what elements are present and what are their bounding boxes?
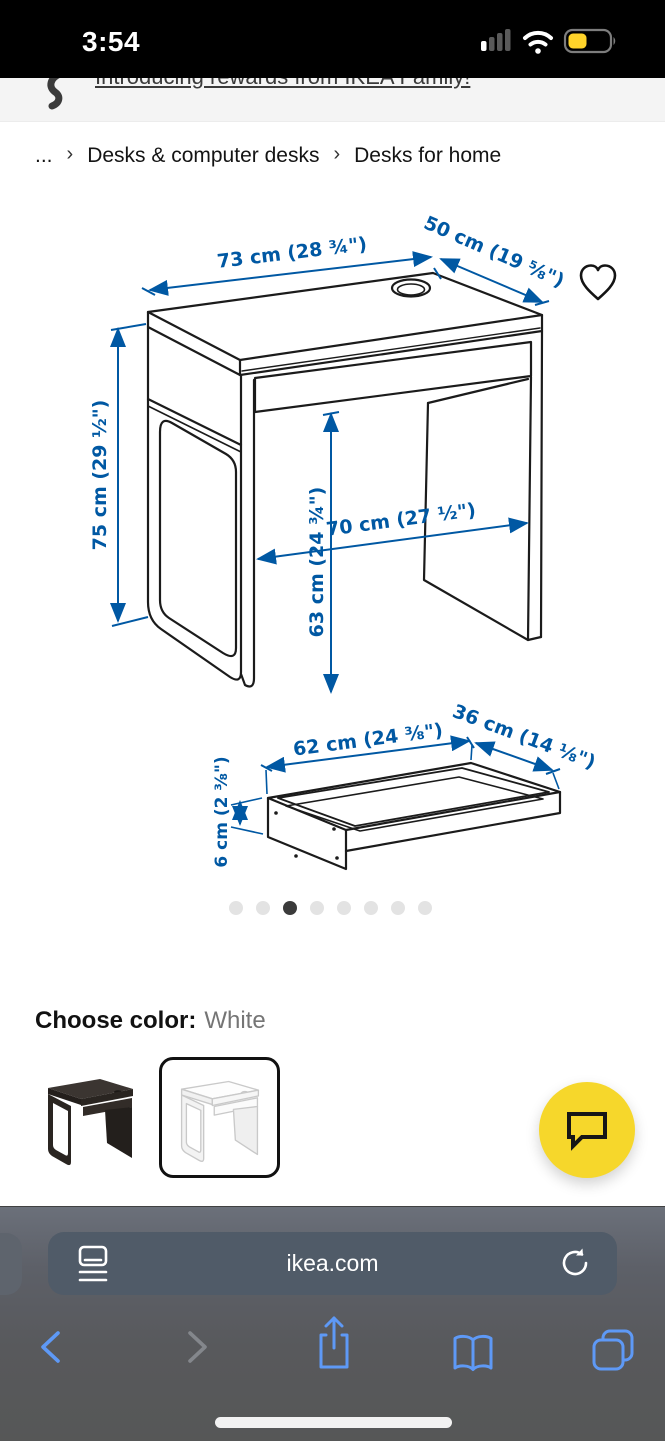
bookmarks-button[interactable] [450,1333,496,1375]
chat-button[interactable] [539,1082,635,1178]
breadcrumb-more[interactable]: ... [35,144,53,167]
share-button[interactable] [314,1315,354,1371]
breadcrumb [35,144,501,168]
dim-label-drawer-height: 6 cm (2 ⅜") [212,756,232,868]
choose-color-value: White [204,1007,266,1034]
refresh-icon[interactable] [559,1247,591,1281]
dim-label-drawer-width: 62 cm (24 ⅜") [291,719,445,761]
url-text: ikea.com [286,1250,379,1276]
carousel-dot[interactable] [364,901,378,915]
dim-label-drawer-depth: 36 cm (14 ⅛") [449,700,599,774]
cellular-signal-icon [481,29,511,51]
carousel-dot[interactable] [229,901,243,915]
wifi-icon [525,33,551,54]
carousel-dot[interactable] [256,901,270,915]
carousel-dot[interactable] [391,901,405,915]
color-option-black-brown[interactable] [42,1066,138,1170]
carousel-dots [229,901,432,915]
choose-color-label: Choose color: [35,1007,197,1034]
home-indicator[interactable] [215,1417,452,1428]
safari-bottom-bar [0,1206,665,1441]
carousel-dot[interactable] [310,901,324,915]
status-icons [473,26,633,56]
url-bar[interactable] [48,1232,617,1295]
speech-bubble-icon [564,1108,610,1152]
color-option-white-selected[interactable] [159,1057,280,1178]
dim-label-depth: 50 cm (19 ⅝") [420,211,568,293]
back-button[interactable] [36,1329,64,1365]
heart-icon [576,261,620,305]
choose-color-row [35,1007,266,1035]
status-bar [0,0,665,78]
black-desk-thumbnail [42,1066,138,1170]
breadcrumb-subcategory[interactable]: Desks for home [354,144,502,167]
dim-label-height: 75 cm (29 ½") [89,399,111,551]
tabs-button[interactable] [590,1327,636,1373]
clock: 3:54 [82,26,141,57]
dim-label-clearance-width: 70 cm (27 ½") [324,499,478,541]
white-desk-thumbnail [175,1070,265,1166]
dim-label-clearance-height: 63 cm (24 ¾") [306,486,328,638]
promo-banner [0,78,665,122]
previous-tab-edge[interactable] [0,1233,22,1295]
forward-button[interactable] [184,1329,212,1365]
chevron-right-icon: › [66,142,74,165]
carousel-dot[interactable] [337,901,351,915]
battery-icon [565,30,615,52]
carousel-dot[interactable] [418,901,432,915]
favorite-button[interactable] [576,261,620,305]
chevron-right-icon: › [333,142,341,165]
carousel-dot-active[interactable] [283,901,297,915]
dim-label-width: 73 cm (28 ¾") [215,233,369,273]
breadcrumb-category[interactable]: Desks & computer desks [87,144,320,167]
rewards-tag-icon [42,72,68,112]
